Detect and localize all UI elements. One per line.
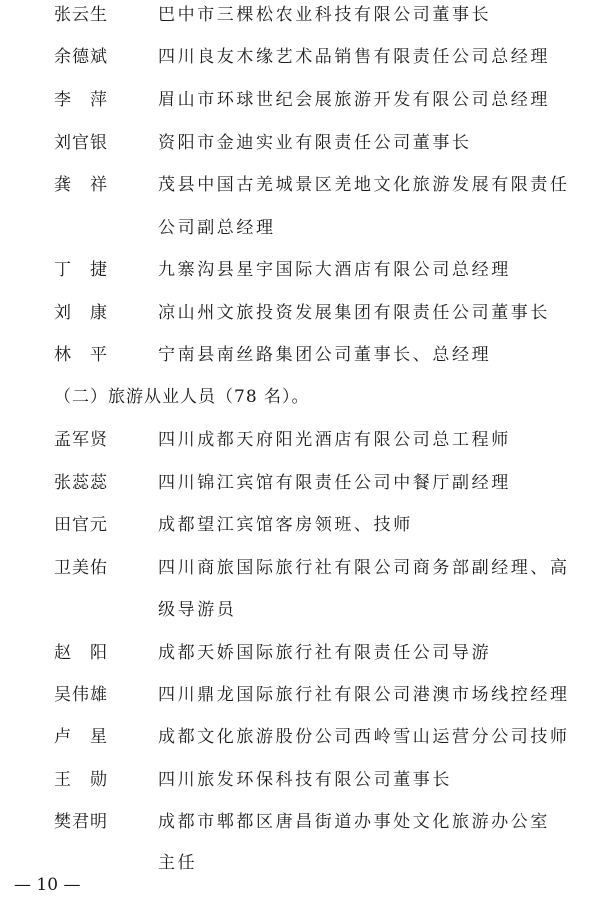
person-name: 卫美佑 xyxy=(54,558,108,578)
section-heading-row xyxy=(0,382,609,412)
person-title: 资阳市金迪实业有限责任公司董事长 xyxy=(158,133,472,153)
person-title: 四川旅发环保科技有限公司董事长 xyxy=(158,770,452,790)
list-item xyxy=(0,42,609,72)
person-name: 丁 捷 xyxy=(54,260,108,280)
person-title-continued: 公司副总经理 xyxy=(158,218,276,238)
person-name: 刘 康 xyxy=(54,303,108,323)
person-name: 李 萍 xyxy=(54,90,108,110)
list-item xyxy=(0,468,609,498)
person-name: 赵 阳 xyxy=(54,643,108,663)
person-name: 吴伟雄 xyxy=(54,685,108,705)
person-title: 四川良友木缘艺术品销售有限责任公司总经理 xyxy=(158,47,550,67)
person-title: 眉山市环球世纪会展旅游开发有限公司总经理 xyxy=(158,90,550,110)
person-title: 凉山州文旅投资发展集团有限责任公司董事长 xyxy=(158,303,550,323)
list-item xyxy=(0,807,609,837)
list-item xyxy=(0,553,609,583)
person-title: 茂县中国古羌城景区羌地文化旅游发展有限责任 xyxy=(158,175,570,195)
person-title: 巴中市三棵松农业科技有限公司董事长 xyxy=(158,5,492,25)
person-title-continued: 级导游员 xyxy=(158,600,237,620)
list-item-continuation xyxy=(0,213,609,243)
list-item xyxy=(0,638,609,668)
person-name: 王 勋 xyxy=(54,770,108,790)
list-item xyxy=(0,722,609,752)
list-item xyxy=(0,170,609,200)
person-name: 张云生 xyxy=(54,5,108,25)
person-name: 卢 星 xyxy=(54,727,108,747)
person-name: 田官元 xyxy=(54,515,108,535)
list-item xyxy=(0,298,609,328)
list-item-continuation xyxy=(0,848,609,878)
list-item-continuation xyxy=(0,595,609,625)
list-item xyxy=(0,0,609,30)
person-title: 四川鼎龙国际旅行社有限公司港澳市场线控经理 xyxy=(158,685,570,705)
section-heading: （二）旅游从业人员（78 名）。 xyxy=(54,387,310,407)
list-item xyxy=(0,425,609,455)
person-title: 四川商旅国际旅行社有限公司商务部副经理、高 xyxy=(158,558,570,578)
person-name: 林 平 xyxy=(54,345,108,365)
person-name: 刘官银 xyxy=(54,133,108,153)
list-item xyxy=(0,85,609,115)
person-name: 龚 祥 xyxy=(54,175,108,195)
list-item xyxy=(0,340,609,370)
person-title: 四川成都天府阳光酒店有限公司总工程师 xyxy=(158,430,511,450)
page-number: — 10 — xyxy=(14,875,81,895)
person-title: 成都市郫都区唐昌街道办事处文化旅游办公室 xyxy=(158,812,550,832)
person-title: 宁南县南丝路集团公司董事长、总经理 xyxy=(158,345,492,365)
list-item xyxy=(0,765,609,795)
person-title: 成都望江宾馆客房领班、技师 xyxy=(158,515,413,535)
list-item xyxy=(0,128,609,158)
list-item xyxy=(0,255,609,285)
person-name: 余德斌 xyxy=(54,47,108,67)
person-name: 张蕊蕊 xyxy=(54,473,108,493)
person-title-continued: 主任 xyxy=(158,853,198,873)
person-name: 孟军贤 xyxy=(54,430,108,450)
person-title: 成都文化旅游股份公司西岭雪山运营分公司技师 xyxy=(158,727,570,747)
list-item xyxy=(0,510,609,540)
person-name: 樊君明 xyxy=(54,812,108,832)
list-item xyxy=(0,680,609,710)
person-title: 九寨沟县星宇国际大酒店有限公司总经理 xyxy=(158,260,511,280)
person-title: 成都天娇国际旅行社有限责任公司导游 xyxy=(158,643,492,663)
person-title: 四川锦江宾馆有限责任公司中餐厅副经理 xyxy=(158,473,511,493)
